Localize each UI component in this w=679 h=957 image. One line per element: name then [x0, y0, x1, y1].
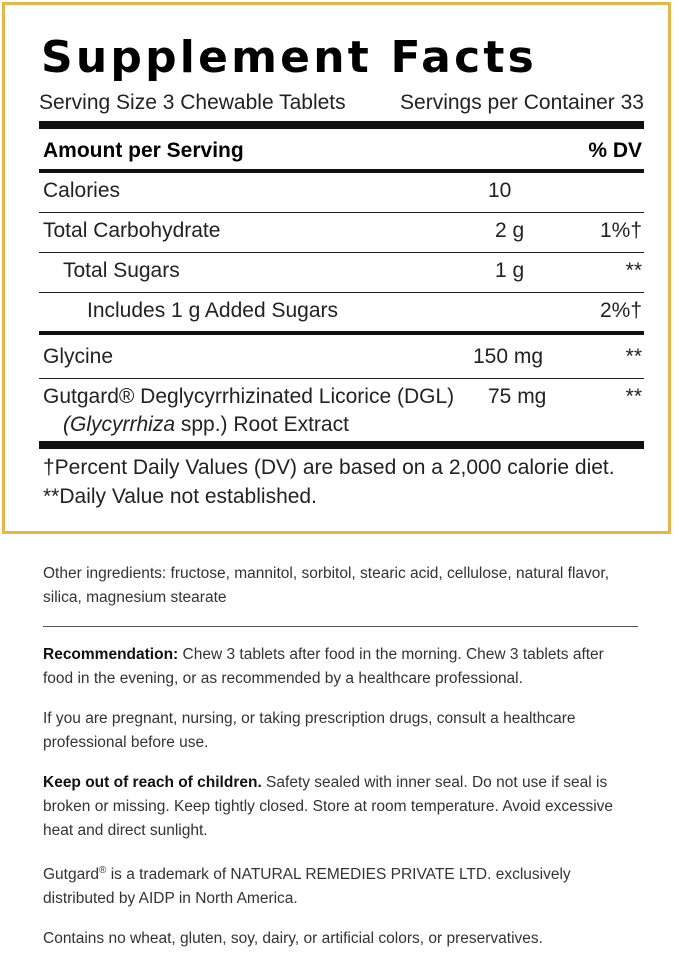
- amount-per-serving-label: Amount per Serving: [43, 139, 244, 162]
- nutrient-name: Total Carbohydrate: [43, 219, 221, 242]
- serving-info: [39, 89, 644, 129]
- servings-per-container: Servings per Container 33: [400, 91, 644, 114]
- nutrient-amount: 10: [488, 179, 512, 202]
- nutrient-amount: 75 mg: [488, 385, 547, 408]
- children-warning-text: Safety sealed with inner seal. Do not use if seal is broken or missing. Keep tightly closed. Store at room temperature. Avoid excessive heat and direct sunlight.: [43, 774, 614, 839]
- serving-size: Serving Size 3 Chewable Tablets: [39, 91, 346, 114]
- nutrient-name: Includes 1 g Added Sugars: [87, 299, 339, 322]
- nutrient-dv: **: [625, 259, 642, 282]
- facts-row-total-carbohydrate: [39, 213, 644, 253]
- nutrient-dv: 1%†: [599, 219, 642, 242]
- nutrient-name: Calories: [43, 179, 121, 202]
- nutrient-name: Total Sugars: [63, 259, 180, 282]
- recommendation: [43, 643, 638, 691]
- botanical-name: (Glycyrrhiza: [63, 413, 176, 436]
- recommendation-text: Chew 3 tablets after food in the morning. Chew 3 tablets after food in the evening, or as recommended by a healthcare professional.: [43, 646, 604, 687]
- facts-row-gutgard: [39, 379, 644, 449]
- trademark-notice: [43, 859, 638, 911]
- recommendation-label: Recommendation:: [43, 646, 179, 663]
- nutrient-amount: 2 g: [495, 219, 525, 242]
- supplement-facts-panel: [2, 2, 671, 534]
- facts-row-glycine: [39, 335, 644, 379]
- nutrient-dv: **: [625, 385, 642, 408]
- nutrient-dv: 2%†: [599, 299, 642, 322]
- supplement-facts-table: [39, 33, 644, 511]
- facts-row-calories: [39, 173, 644, 213]
- facts-footnotes: [39, 453, 644, 511]
- facts-header-row: [39, 129, 644, 173]
- nutrient-name: Gutgard® Deglycyrrhizinated Licorice (DGL): [43, 385, 455, 408]
- dv-label: % DV: [588, 139, 642, 162]
- other-ingredients: Other ingredients: fructose, mannitol, sorbitol, stearic acid, cellulose, natural flavor, silica, magnesium stearate: [43, 565, 610, 606]
- children-warning-label: Keep out of reach of children.: [43, 774, 262, 791]
- footnote-not-established: **Daily Value not established.: [43, 485, 317, 508]
- nutrient-amount: 1 g: [495, 259, 525, 282]
- nutrient-name: Glycine: [43, 345, 114, 368]
- registered-symbol: ®: [99, 865, 107, 876]
- nutrient-name-line-2: [63, 413, 349, 437]
- children-warning: [43, 771, 638, 843]
- allergen-statement: Contains no wheat, gluten, soy, dairy, or artificial colors, or preservatives.: [43, 930, 543, 948]
- nutrient-dv: **: [625, 345, 642, 368]
- facts-title: Supplement Facts: [41, 32, 537, 83]
- botanical-name-rest: spp.) Root Extract: [175, 413, 349, 436]
- section-divider: [43, 626, 638, 627]
- facts-row-total-sugars: [39, 253, 644, 293]
- product-info-panel: [43, 562, 638, 951]
- nutrient-amount: 150 mg: [473, 345, 544, 368]
- pregnancy-warning: If you are pregnant, nursing, or taking prescription drugs, consult a healthcare professional before use.: [43, 710, 576, 751]
- footnote-dv: †Percent Daily Values (DV) are based on a 2,000 calorie diet.: [43, 456, 615, 479]
- facts-row-added-sugars: [39, 293, 644, 335]
- trademark-brand: Gutgard: [43, 866, 100, 884]
- trademark-text: is a trademark of NATURAL REMEDIES PRIVATE LTD. exclusively distributed by AIDP in North America.: [43, 866, 571, 908]
